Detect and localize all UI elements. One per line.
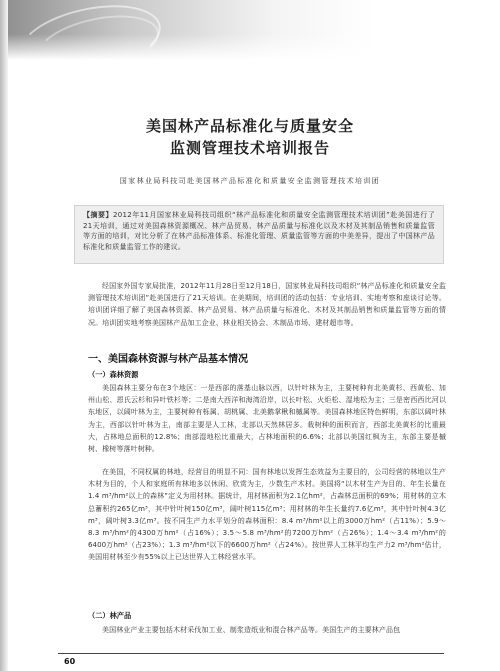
forest-paragraph-2: 在美国，不同权属的林地，经营目的明显不同：国有林地以发挥生态效益为主要目的，公司经营的林地以生产木材为目的，个人和家庭所有林地多以休闲、欣赏为主，少数生产木材。美国将“以木材生产为目的、年生长量在1.4 m³/hm²以上的森林”定义为用材林。据统计，用材林面积为2.1亿hm²，占森林总面积的69%；用材林的立木总蓄积约265亿m³，其中针叶树150亿m³，阔叶树115亿m³；用材林的年生长量约7.6亿m³，其中针叶树4.3亿m³，阔叶树3.3亿m³。按不同生产力水平划分的森林面积：8.4 m³/hm²以上的3000万hm²（占11%）；5.9～8.3 m³/hm²的4300万hm²（占16%）；3.5～5.8 m³/hm²的7200万hm²（占26%）；1.4～3.4 m³/hm²的6400万hm²（占23%）；1.3 m³/hm²以下的6600万hm²（占24%）。按世界人工林平均生产力2 m³/hm²估计，美国用材林至少有55%以上已达世界人工林经营水平。	[88, 468, 446, 562]
article-title-line2: 监测管理技术培训报告	[169, 139, 330, 157]
footer-rule	[58, 653, 444, 654]
article-title-line1: 美国林产品标准化与质量安全	[145, 117, 354, 135]
abstract-label: 【摘要】	[83, 211, 114, 219]
abstract-text: 2012年11月国家林业局科技司组织“林产品标准化和质量安全监测管理技术培训团”赴美国进行了21天培训，通过对美国森林资源概况、林产品贸易、林产品质量与标准化以及木材及其制品销售和质量监管等方面的培训，对比分析了在林产品标准体系、标准化管理、质量监管等方面的中美差异，提出了中国林产品标准化和质量监管工作的建议。	[83, 211, 436, 251]
page-binding-edge	[0, 0, 8, 671]
products-paragraph: 美国林业产业主要包括木材采伐加工业、制浆造纸业和混合林产品等。美国生产的主要林产品包	[102, 626, 401, 634]
intro-paragraph: 经国家外国专家局批准，2012年11月28日至12月18日，国家林业局科技司组织“林产品标准化和质量安全监测管理技术培训团”赴美国进行了21天培训。在美期间，培训团的活动包括：专业培训、实地考察和座谈讨论等。培训团详细了解了美国森林资源、林产品贸易、林产品质量与标准化、木材及其制品销售和质量监管等方面的情况。培训团实地考察美国林产品加工企业、林业相关协会、木制品市场、建材超市等。	[88, 282, 446, 327]
article-author: 国家林业局科技司赴美国林产品标准化和质量安全监测管理技术培训团	[119, 177, 381, 185]
subsection-heading: （二）林产品	[88, 611, 132, 620]
abstract-box	[74, 205, 444, 264]
section-heading: 一、美国森林资源与林产品基本情况	[88, 354, 248, 365]
year-badge: 2012年	[95, 64, 140, 77]
subsection-heading: （一）森林资源	[88, 370, 139, 379]
forest-paragraph-1: 美国森林主要分布在3个地区：一是西部的落基山脉以西，以针叶林为主，主要树种有北美黄杉、西黄松、加州山松、恩氏云杉和异叶铁杉等；二是南大西洋和海湾沿岸，以长叶松、火炬松、湿地松为主；三是密西西比河以东地区，以阔叶林为主，主要树种有栎属、胡桃属、北美鹅掌楸和槭属等。美国森林地区特色鲜明，东部以阔叶林为主，西部以针叶林为主，南部主要是人工林，北部以天然林居多。栽树种的面积而言，西部北美黄杉的比重最大，占林地总面积的12.8%；南部湿地松比重最大，占林地面积的6.6%；北部以美国红枫为主，东部主要是槭树、橡树等落叶树种。	[88, 384, 446, 454]
page-number: 60	[64, 657, 76, 666]
